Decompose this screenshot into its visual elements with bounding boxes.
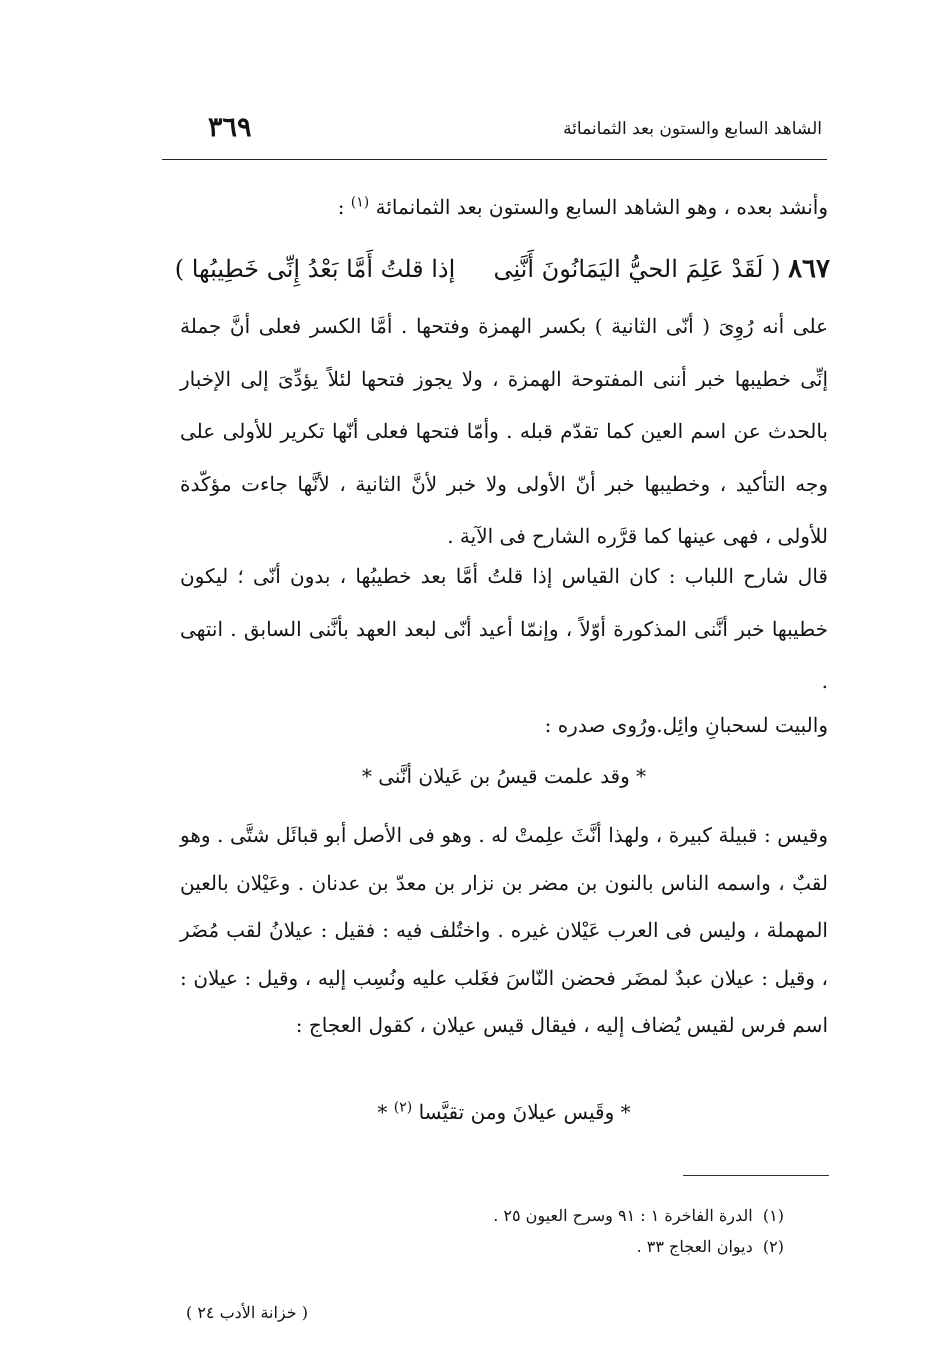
paragraph-grammar: على أنه رُوِىَ ( أنّى الثانية ) بكسر الهمزة وفتحها . أمَّا الكسر فعلى أنَّ جملة إنِّى خطيبها خبر أننى المفتوحة الهمزة ، ولا يجوز فتحها لئلاً يؤدِّىَ إلى الإخبار بالحدث عن اسم العين كما تقدّم قبله . وأمّا فتحها فعلى أنّها تكرير للأولى على وجه التأكيد ، وخطيبها خبر أنّ الأولى ولا خبر لأنَّ الثانية ، لأنَّها جاءت مؤكّدة للأولى ، فهى عينها كما قرَّره الشارح فى الآية . <box>180 314 828 548</box>
footnote-marker: (٢) <box>762 1237 784 1256</box>
footnote-ref-1: (١) <box>350 194 370 211</box>
paragraph-lubab: قال شارح اللباب : كان القياس إذا قلتُ أمَّا بعد خطيبُها ، بدون أنّى ؛ ليكون خطيبها خبر أنَّنى المذكورة أوّلاً ، وإنمّا أعيد أنّى لبعد العهد بأنَّنى السابق . انتهى . <box>180 564 828 693</box>
footnote-marker: (١) <box>762 1206 784 1225</box>
paragraph-qays: وقيس : قبيلة كبيرة ، ولهذا أنَّثَ علِمتْ له . وهو فى الأصل أبو قبائَل شتَّى . وهو لقبٌ ، واسمه الناس بالنون بن مضر بن نزار بن معدّ بن عدنان . وعَيْلان بالعين المهملة ، وليس فى العرب عَيْلان غيره . واختُلف فيه : فقيل : عيلانُ لقب مُضَر ، وقيل : عيلان عبدٌ لمضَر فحضن النّاسَ فغَلب عليه ونُسِب إليه ، وقيل : عيلان : اسم فرس لقيس يُضاف إليه ، فيقال قيس عيلان ، كقول العجاج : <box>180 823 828 1037</box>
intro-line <box>180 182 828 232</box>
footnote-1 <box>364 1201 784 1231</box>
verse-close-paren: ) <box>174 255 185 283</box>
verse-first-hemistich: لَقَدْ عَلِمَ الحيُّ اليَمَانُونَ أَنَّنِى <box>493 255 764 283</box>
verse-open-paren: ( <box>771 255 781 283</box>
footnote-rule <box>683 1175 829 1176</box>
hemistich-ajjaj-text: * وقَيس عيلانَ ومن تقيَّسا <box>418 1100 631 1124</box>
intro-text: وأنشد بعده ، وهو الشاهد السابع والستون بعد الثمانمائة <box>375 195 828 219</box>
hemistich-qays: * وقد علمت قيسُ بن عَيلان أنَّنى * <box>361 764 647 788</box>
footnote-ref-2: (٢) <box>393 1099 413 1116</box>
page-number: ٣٦٩ <box>208 112 252 143</box>
footnote-text: الدرة الفاخرة ١ : ٩١ وسرح العيون ٢٥ . <box>493 1206 753 1225</box>
verse-second-hemistich: إذا قلتُ أَمَّا بَعْدُ إِنِّى خَطِيبُها <box>191 255 456 283</box>
signature-mark: ( خزانة الأدب ٢٤ ) <box>186 1303 308 1322</box>
intro-colon: : <box>337 195 345 219</box>
footnote-text: ديوان العجاج ٣٣ . <box>636 1237 753 1256</box>
header-rule <box>162 159 827 160</box>
footnote-2 <box>364 1232 784 1262</box>
running-title: الشاهد السابع والستون بعد الثمانمائة <box>563 119 822 139</box>
hemistich-ajjaj-star: * <box>377 1100 388 1124</box>
paragraph-attribution: والبيت لسحبانِ وائِل.ورُوى صدره : <box>544 713 828 737</box>
hemistich-ajjaj <box>180 1088 828 1136</box>
verse-867 <box>174 244 830 294</box>
verse-number: ٨٦٧ <box>788 254 830 284</box>
